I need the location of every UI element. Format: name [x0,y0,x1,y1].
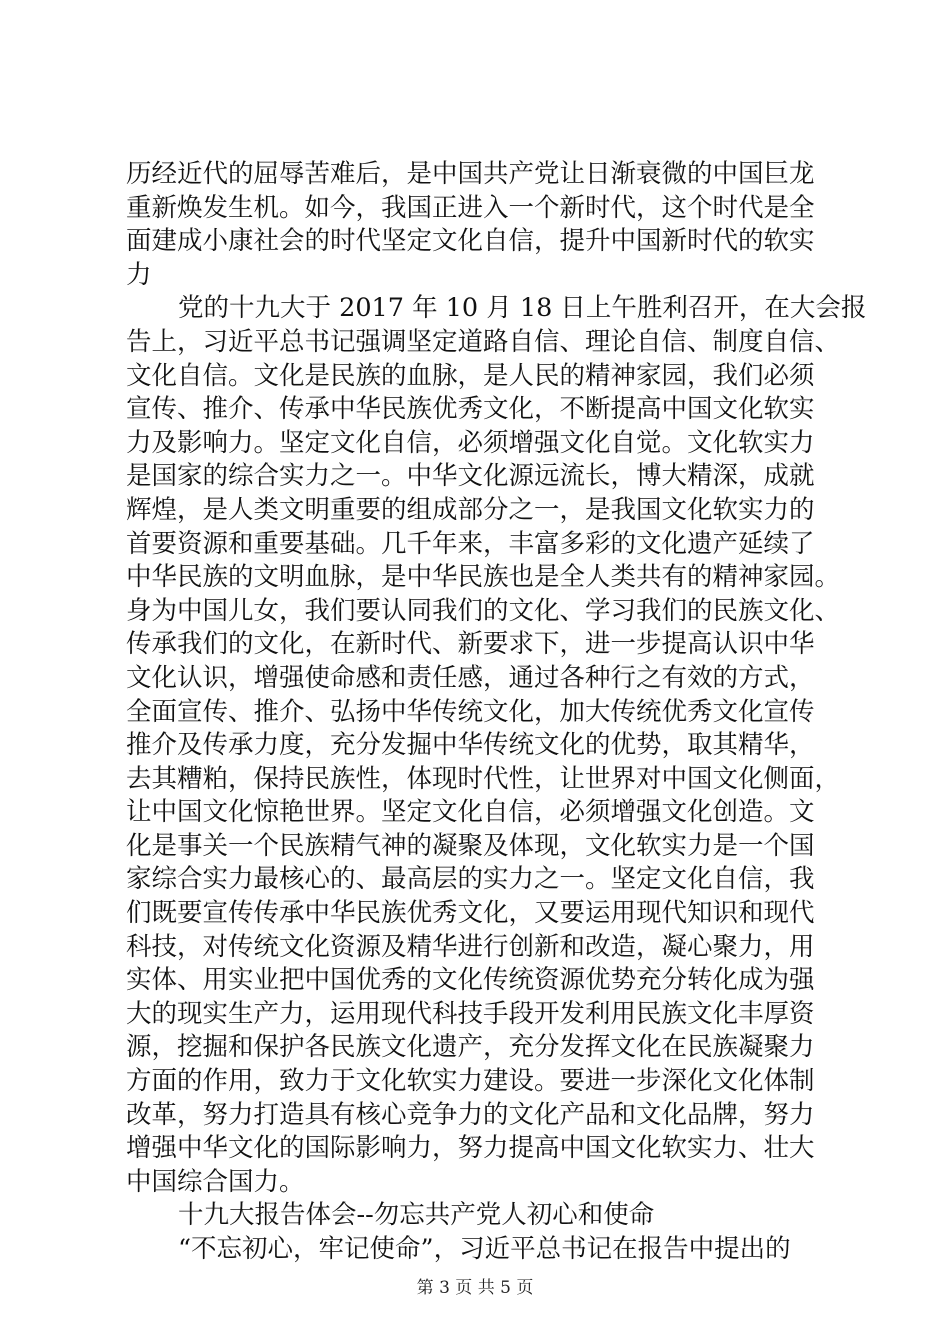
text-line: 源，挖掘和保护各民族文化遗产，充分发挥文化在民族凝聚力 [126,1032,815,1063]
text-line: 告上，习近平总书记强调坚定道路自信、理论自信、制度自信、 [126,326,841,357]
text-line: 重新焕发生机。如今，我国正进入一个新时代，这个时代是全 [126,192,815,223]
text-line: 方面的作用，致力于文化软实力建设。要进一步深化文化体制 [126,1066,815,1097]
text-line: 科技，对传统文化资源及精华进行创新和改造，凝心聚力，用 [126,931,815,962]
text-line: 宣传、推介、传承中华民族优秀文化，不断提高中国文化软实 [126,394,815,425]
text-line: 文化自信。文化是民族的血脉，是人民的精神家园，我们必须 [126,360,815,391]
text-line: 是国家的综合实力之一。中华文化源远流长，博大精深，成就 [126,461,815,492]
text-line: 辉煌，是人类文明重要的组成部分之一，是我国文化软实力的 [126,494,815,525]
text-line: 全面宣传、推介、弘扬中华传统文化，加大传统优秀文化宣传 [126,696,815,727]
text-line: 中国综合国力。 [126,1166,305,1197]
page-footer [0,1273,950,1298]
text-line: 力 [126,259,152,290]
text-line: 改革，努力打造具有核心竞争力的文化产品和文化品牌，努力 [126,1099,815,1130]
text-line: 化是事关一个民族精气神的凝聚及体现，文化软实力是一个国 [126,830,815,861]
text-line: 历经近代的屈辱苦难后，是中国共产党让日渐衰微的中国巨龙 [126,159,815,189]
page-number: 第 3 页 共 5 页 [416,1278,534,1298]
section-heading: 十九大报告体会--勿忘共产党人初心和使命 [178,1200,655,1231]
text-line: 增强中华文化的国际影响力，努力提高中国文化软实力、壮大 [126,1133,815,1164]
text-line: 去其糟粕，保持民族性，体现时代性，让世界对中国文化侧面， [126,763,841,794]
text-line: 们既要宣传传承中华民族优秀文化，又要运用现代知识和现代 [126,898,815,929]
paragraph-start-line: 党的十九大于 2017 年 10 月 18 日上午胜利召开，在大会报 [178,293,867,324]
text-line: 家综合实力最核心的、最高层的实力之一。坚定文化自信，我 [126,864,815,895]
text-line: 身为中国儿女，我们要认同我们的文化、学习我们的民族文化、 [126,595,841,626]
paragraph-start-line: “不忘初心，牢记使命”，习近平总书记在报告中提出的 [178,1234,791,1264]
text-line: 面建成小康社会的时代坚定文化自信，提升中国新时代的软实 [126,226,815,257]
text-line: 推介及传承力度，充分发掘中华传统文化的优势，取其精华， [126,730,815,761]
text-line: 力及影响力。坚定文化自信，必须增强文化自觉。文化软实力 [126,427,815,458]
text-line: 中华民族的文明血脉，是中华民族也是全人类共有的精神家园。 [126,562,841,593]
body-text [126,158,867,1267]
text-line: 让中国文化惊艳世界。坚定文化自信，必须增强文化创造。文 [126,797,815,828]
text-line: 传承我们的文化，在新时代、新要求下，进一步提高认识中华 [126,629,815,660]
text-line: 文化认识，增强使命感和责任感，通过各种行之有效的方式， [126,662,815,693]
text-line: 实体、用实业把中国优秀的文化传统资源优势充分转化成为强 [126,965,815,996]
text-line: 大的现实生产力，运用现代科技手段开发利用民族文化丰厚资 [126,998,815,1029]
text-line: 首要资源和重要基础。几千年来，丰富多彩的文化遗产延续了 [126,528,815,559]
